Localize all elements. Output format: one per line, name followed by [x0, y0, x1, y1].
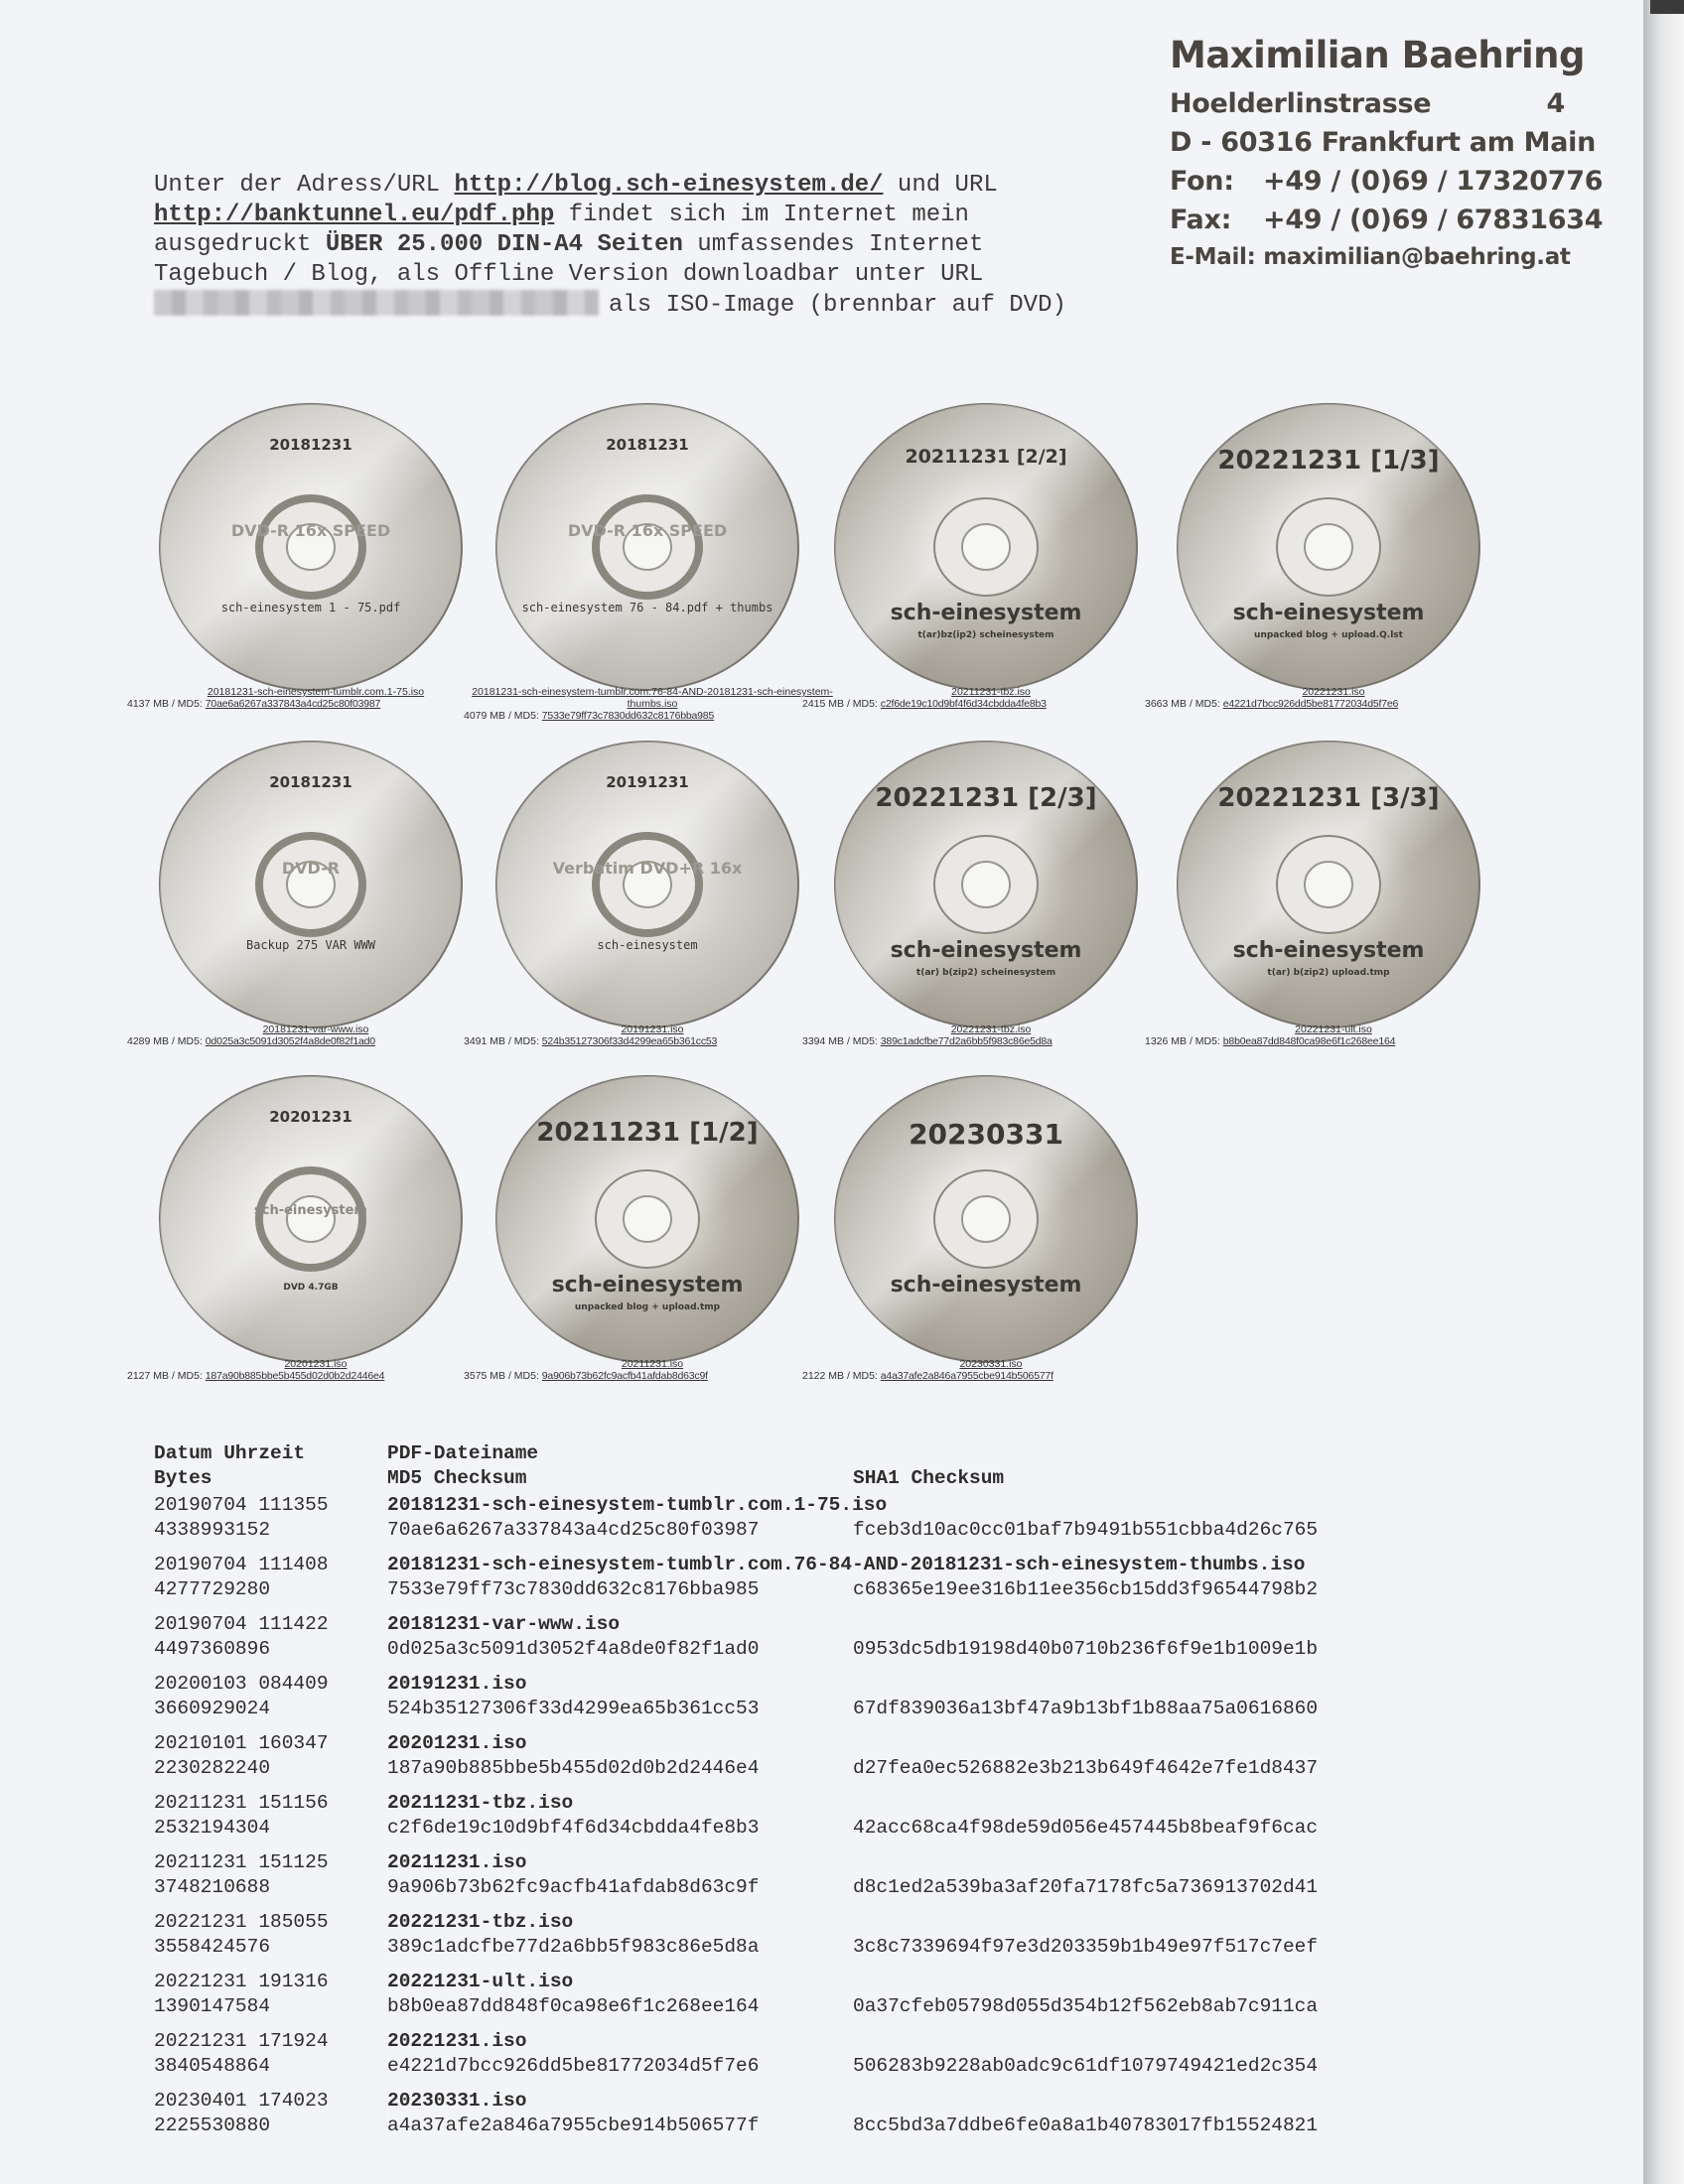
row-date: 20221231 191316 [154, 1971, 329, 1992]
row-md5: c2f6de19c10d9bf4f6d34cbdda4fe8b3 [387, 1817, 760, 1839]
intro-text: als ISO-Image (brennbar auf DVD) [609, 292, 1066, 319]
fax-label: Fax: [1170, 205, 1232, 235]
row-md5: 70ae6a6267a337843a4cd25c80f03987 [387, 1519, 760, 1541]
intro-text: ausgedruckt [154, 231, 326, 258]
disc-label: 20181231 [606, 436, 689, 454]
row-date: 20190704 111422 [154, 1613, 329, 1635]
row-sha1: 3c8c7339694f97e3d203359b1b49e97f517c7eef [853, 1936, 1319, 1958]
row-date: 20190704 111355 [154, 1494, 329, 1516]
row-date-bytes [154, 1493, 382, 1543]
disc-filename: 20221231.iso [1302, 686, 1365, 698]
disc-handwriting: sch-einesystem [597, 938, 698, 952]
disc-md5: 7533e79ff73c7830dd632c8176bba985 [541, 710, 715, 722]
row-date-bytes [154, 1731, 382, 1781]
intro-text: Unter der Adress/URL [154, 172, 455, 199]
row-date: 20230401 174023 [154, 2090, 329, 2112]
row-date-bytes [154, 2089, 382, 2138]
disc-caption [464, 1358, 841, 1382]
disc-size: 3575 MB / MD5: [464, 1370, 539, 1382]
disc-subtitle: unpacked blog + upload.Q.lst [1254, 630, 1403, 640]
intro-text: umfassendes Internet [682, 231, 984, 258]
row-date: 20211231 151125 [154, 1851, 329, 1873]
row-filename: 20211231-tbz.iso [387, 1792, 574, 1814]
disc-checksum [464, 1370, 841, 1382]
disc-label: 20211231 [2/2] [905, 446, 1067, 468]
row-date: 20190704 111408 [154, 1554, 329, 1575]
row-file-md5 [387, 1910, 759, 1960]
disc-md5: e4221d7bcc926dd5be81772034d5f7e6 [1222, 698, 1399, 710]
disc-label: 20221231 [1/3] [1217, 446, 1440, 476]
row-filename: 20191231.iso [387, 1673, 527, 1695]
disc-size: 1326 MB / MD5: [1145, 1035, 1220, 1047]
phone-number: +49 / (0)69 / 17320776 [1263, 166, 1604, 197]
intro-paragraph [154, 171, 1107, 321]
disc-filename: 20181231-sch-einesystem-tumblr.com.76-84-AND-20181231-sch-einesystem-thumbs.iso [472, 686, 833, 710]
disc-8 [1145, 740, 1482, 1047]
disc-label: 20221231 [3/3] [1217, 783, 1440, 813]
row-sha1: c68365e19ee316b11ee356cb15dd3f96544798b2 [853, 1578, 1319, 1600]
disc-filename: 20191231.iso [621, 1024, 684, 1035]
row-filename: 20221231-tbz.iso [387, 1911, 574, 1933]
intro-line-2 [154, 201, 1107, 230]
blog-url-link[interactable]: http://blog.sch-einesystem.de/ [454, 172, 884, 199]
disc-4 [1145, 402, 1482, 710]
disc-size: 3663 MB / MD5: [1145, 698, 1220, 710]
header-md5: MD5 Checksum [387, 1467, 527, 1489]
fax-number: +49 / (0)69 / 67831634 [1263, 205, 1604, 235]
disc-md5: 9a906b73b62fc9acfb41afdab8d63c9f [541, 1370, 708, 1382]
disc-brand: sch-einesystem [890, 938, 1082, 963]
disc-filename: 20221231-tbz.iso [950, 1024, 1032, 1035]
scan-corner [1650, 0, 1684, 14]
row-sha1: 0a37cfeb05798d055d354b12f562eb8ab7c911ca [853, 1995, 1319, 2017]
header-filename: PDF-Dateiname [387, 1442, 539, 1464]
sender-name: Maximilian Baehring [1170, 34, 1585, 76]
disc-filename: 20181231-sch-einesystem-tumblr.com.1-75.iso [207, 686, 425, 698]
row-filename: 20181231-sch-einesystem-tumblr.com.76-84-AND-20181231-sch-einesystem-thumbs.iso [387, 1554, 1306, 1575]
disc-checksum [127, 1035, 504, 1047]
row-date-bytes [154, 1612, 382, 1662]
row-file-md5 [387, 2029, 759, 2079]
header-date-bytes [154, 1441, 382, 1491]
row-file-md5 [387, 2089, 759, 2138]
disc-caption [464, 686, 841, 722]
row-bytes: 4277729280 [154, 1578, 271, 1600]
row-bytes: 1390147584 [154, 1995, 271, 2017]
disc-filename: 20211231.iso [621, 1358, 684, 1370]
disc-filename: 20221231-ult.iso [1295, 1024, 1372, 1035]
disc-checksum [802, 1370, 1180, 1382]
disc-md5: a4a37afe2a846a7955cbe914b506577f [880, 1370, 1053, 1382]
row-filename: 20181231-var-www.iso [387, 1613, 621, 1635]
disc-md5: 0d025a3c5091d3052f4a8de0f82f1ad0 [205, 1035, 375, 1047]
intro-line-4: Tagebuch / Blog, als Offline Version downloadbar unter URL [154, 261, 984, 288]
disc-7 [802, 740, 1140, 1047]
disc-caption [802, 1024, 1180, 1047]
row-filename: 20201231.iso [387, 1732, 527, 1754]
header-file-md5 [387, 1441, 538, 1491]
disc-caption [802, 1358, 1180, 1382]
row-date-bytes [154, 1850, 382, 1900]
disc-brand: sch-einesystem [1232, 938, 1425, 963]
pages-highlight: ÜBER 25.000 DIN-A4 Seiten [325, 231, 683, 258]
disc-brand: DVD-R 16x SPEED [230, 521, 391, 540]
header-bytes: Bytes [154, 1467, 212, 1489]
row-sha1: 0953dc5db19198d40b0710b236f6f9e1b1009e1b [853, 1638, 1319, 1660]
disc-size: 3491 MB / MD5: [464, 1035, 539, 1047]
disc-brand: sch-einesystem [1232, 601, 1425, 625]
disc-brand: DVD-R [281, 859, 341, 878]
disc-handwriting: sch-einesystem 1 - 75.pdf [220, 601, 401, 614]
disc-filename: 20181231-var-www.iso [262, 1024, 369, 1035]
disc-brand: sch-einesystem [890, 1273, 1082, 1297]
row-file-md5 [387, 1493, 887, 1543]
disc-5 [127, 740, 465, 1047]
row-sha1: 67df839036a13bf47a9b13bf1b88aa75a0616860 [853, 1698, 1319, 1719]
disc-checksum [1145, 698, 1522, 710]
scan-edge [1643, 0, 1684, 2184]
disc-label: 20181231 [269, 773, 352, 791]
house-number: 4 [1546, 88, 1565, 119]
disc-caption [127, 1024, 504, 1047]
disc-md5: 389c1adcfbe77d2a6bb5f983c86e5d8a [880, 1035, 1052, 1047]
row-sha1: 8cc5bd3a7ddbe6fe0a8a1b40783017fb15524821 [853, 2115, 1319, 2136]
row-date-bytes [154, 1672, 382, 1721]
disc-subtitle: t(ar) b(zip2) upload.tmp [1267, 968, 1390, 978]
disc-subtitle: t(ar) b(zip2) scheinesystem [915, 968, 1056, 978]
row-md5: a4a37afe2a846a7955cbe914b506577f [387, 2115, 760, 2136]
disc-brand: sch-einesystem [254, 1203, 367, 1218]
header-date: Datum Uhrzeit [154, 1442, 306, 1464]
disc-caption [1145, 1024, 1522, 1047]
disc-label: 20201231 [269, 1108, 352, 1126]
disc-subtitle: unpacked blog + upload.tmp [574, 1302, 721, 1312]
disc-1 [127, 402, 465, 710]
disc-md5: 187a90b885bbe5b455d02d0b2d2446e4 [205, 1370, 385, 1382]
row-bytes: 3840548864 [154, 2055, 271, 2077]
row-date: 20200103 084409 [154, 1673, 329, 1695]
disc-checksum [127, 698, 504, 710]
disc-md5: 70ae6a6267a337843a4cd25c80f03987 [205, 698, 381, 710]
disc-brand: sch-einesystem [551, 1273, 744, 1297]
redacted-url [154, 290, 599, 316]
row-md5: 7533e79ff73c7830dd632c8176bba985 [387, 1578, 760, 1600]
disc-caption [1145, 686, 1522, 710]
row-date: 20221231 171924 [154, 2030, 329, 2052]
disc-size: 4079 MB / MD5: [464, 710, 539, 722]
disc-3 [802, 402, 1140, 710]
sender-city: D - 60316 Frankfurt am Main [1170, 127, 1596, 158]
disc-size: 3394 MB / MD5: [802, 1035, 878, 1047]
disc-caption [802, 686, 1180, 710]
row-filename: 20221231-ult.iso [387, 1971, 574, 1992]
row-bytes: 4338993152 [154, 1519, 271, 1541]
row-sha1: d27fea0ec526882e3b213b649f4642e7fe1d8437 [853, 1757, 1319, 1779]
banktunnel-url-link[interactable]: http://banktunnel.eu/pdf.php [154, 202, 555, 228]
row-md5: 389c1adcfbe77d2a6bb5f983c86e5d8a [387, 1936, 760, 1958]
disc-10 [464, 1074, 801, 1382]
intro-line-5 [154, 290, 1107, 321]
intro-line-3 [154, 230, 1107, 260]
disc-subtitle: t(ar)bz(ip2) scheinesystem [917, 630, 1054, 640]
row-filename: 20230331.iso [387, 2090, 527, 2112]
disc-9 [127, 1074, 465, 1382]
intro-line-1 [154, 171, 1107, 201]
disc-brand: DVD-R 16x SPEED [567, 521, 728, 540]
row-date-bytes [154, 1791, 382, 1841]
row-md5: e4221d7bcc926dd5be81772034d5f7e6 [387, 2055, 760, 2077]
disc-checksum [802, 698, 1180, 710]
disc-brand: sch-einesystem [890, 601, 1082, 625]
intro-text: findet sich im Internet mein [554, 202, 969, 228]
row-sha1: d8c1ed2a539ba3af20fa7178fc5a736913702d41 [853, 1876, 1319, 1898]
row-sha1: 506283b9228ab0adc9c61df1079749421ed2c354 [853, 2055, 1319, 2077]
disc-handwriting: sch-einesystem 76 - 84.pdf + thumbs [521, 601, 773, 614]
disc-label: 20211231 [1/2] [536, 1118, 759, 1148]
row-bytes: 2225530880 [154, 2115, 271, 2136]
row-md5: 187a90b885bbe5b455d02d0b2d2446e4 [387, 1757, 760, 1779]
disc-11 [802, 1074, 1140, 1382]
row-date: 20210101 160347 [154, 1732, 329, 1754]
row-filename: 20221231.iso [387, 2030, 527, 2052]
row-md5: 524b35127306f33d4299ea65b361cc53 [387, 1698, 760, 1719]
disc-md5: c2f6de19c10d9bf4f6d34cbdda4fe8b3 [880, 698, 1047, 710]
disc-checksum [464, 710, 841, 722]
disc-filename: 20211231-tbz.iso [951, 686, 1031, 698]
disc-checksum [464, 1035, 841, 1047]
sender-fax [1170, 201, 1604, 239]
disc-handwriting: Backup 275 VAR WWW [245, 938, 376, 952]
row-bytes: 3558424576 [154, 1936, 271, 1958]
row-filename: 20211231.iso [387, 1851, 527, 1873]
row-date-bytes [154, 1970, 382, 2019]
row-date: 20221231 185055 [154, 1911, 329, 1933]
disc-label: 20230331 [909, 1118, 1063, 1151]
disc-filename: 20230331.iso [959, 1358, 1023, 1370]
header-sha1: SHA1 Checksum [853, 1467, 1005, 1489]
disc-md5: 524b35127306f33d4299ea65b361cc53 [541, 1035, 718, 1047]
disc-label: 20221231 [2/3] [875, 783, 1097, 813]
disc-size: 2122 MB / MD5: [802, 1370, 878, 1382]
row-date-bytes [154, 1553, 382, 1602]
disc-subtitle: DVD 4.7GB [283, 1283, 339, 1293]
disc-size: 2127 MB / MD5: [127, 1370, 203, 1382]
row-file-md5 [387, 1850, 759, 1900]
sender-email: E-Mail: maximilian@baehring.at [1170, 244, 1571, 270]
sender-street [1170, 84, 1567, 123]
phone-label: Fon: [1170, 166, 1234, 197]
street-name: Hoelderlinstrasse [1170, 88, 1432, 119]
row-file-md5 [387, 1672, 759, 1721]
disc-checksum [802, 1035, 1180, 1047]
letterhead [1170, 34, 1604, 275]
disc-label: 20181231 [269, 436, 352, 454]
row-date-bytes [154, 2029, 382, 2079]
row-bytes: 2230282240 [154, 1757, 271, 1779]
disc-label: 20191231 [606, 773, 689, 791]
row-sha1: 42acc68ca4f98de59d056e457445b8beaf9f6cac [853, 1817, 1319, 1839]
row-md5: b8b0ea87dd848f0ca98e6f1c268ee164 [387, 1995, 760, 2017]
disc-size: 4289 MB / MD5: [127, 1035, 203, 1047]
row-sha1: fceb3d10ac0cc01baf7b9491b551cbba4d26c765 [853, 1519, 1319, 1541]
disc-caption [464, 1024, 841, 1047]
disc-md5: b8b0ea87dd848f0ca98e6f1c268ee164 [1222, 1035, 1396, 1047]
row-file-md5 [387, 1612, 759, 1662]
sender-phone [1170, 162, 1604, 201]
row-bytes: 3660929024 [154, 1698, 271, 1719]
row-file-md5 [387, 1731, 759, 1781]
disc-filename: 20201231.iso [284, 1358, 348, 1370]
row-bytes: 2532194304 [154, 1817, 271, 1839]
row-filename: 20181231-sch-einesystem-tumblr.com.1-75.iso [387, 1494, 888, 1516]
disc-checksum [127, 1370, 504, 1382]
row-file-md5 [387, 1970, 759, 2019]
disc-6 [464, 740, 801, 1047]
intro-text: und URL [883, 172, 998, 199]
disc-checksum [1145, 1035, 1522, 1047]
row-date-bytes [154, 1910, 382, 1960]
disc-brand: Verbatim DVD+R 16x [552, 859, 743, 878]
disc-size: 2415 MB / MD5: [802, 698, 878, 710]
disc-2 [464, 402, 833, 722]
row-bytes: 4497360896 [154, 1638, 271, 1660]
disc-caption [127, 686, 504, 710]
row-date: 20211231 151156 [154, 1792, 329, 1814]
disc-caption [127, 1358, 504, 1382]
disc-size: 4137 MB / MD5: [127, 698, 203, 710]
row-bytes: 3748210688 [154, 1876, 271, 1898]
row-file-md5 [387, 1791, 759, 1841]
row-md5: 9a906b73b62fc9acfb41afdab8d63c9f [387, 1876, 760, 1898]
row-md5: 0d025a3c5091d3052f4a8de0f82f1ad0 [387, 1638, 760, 1660]
